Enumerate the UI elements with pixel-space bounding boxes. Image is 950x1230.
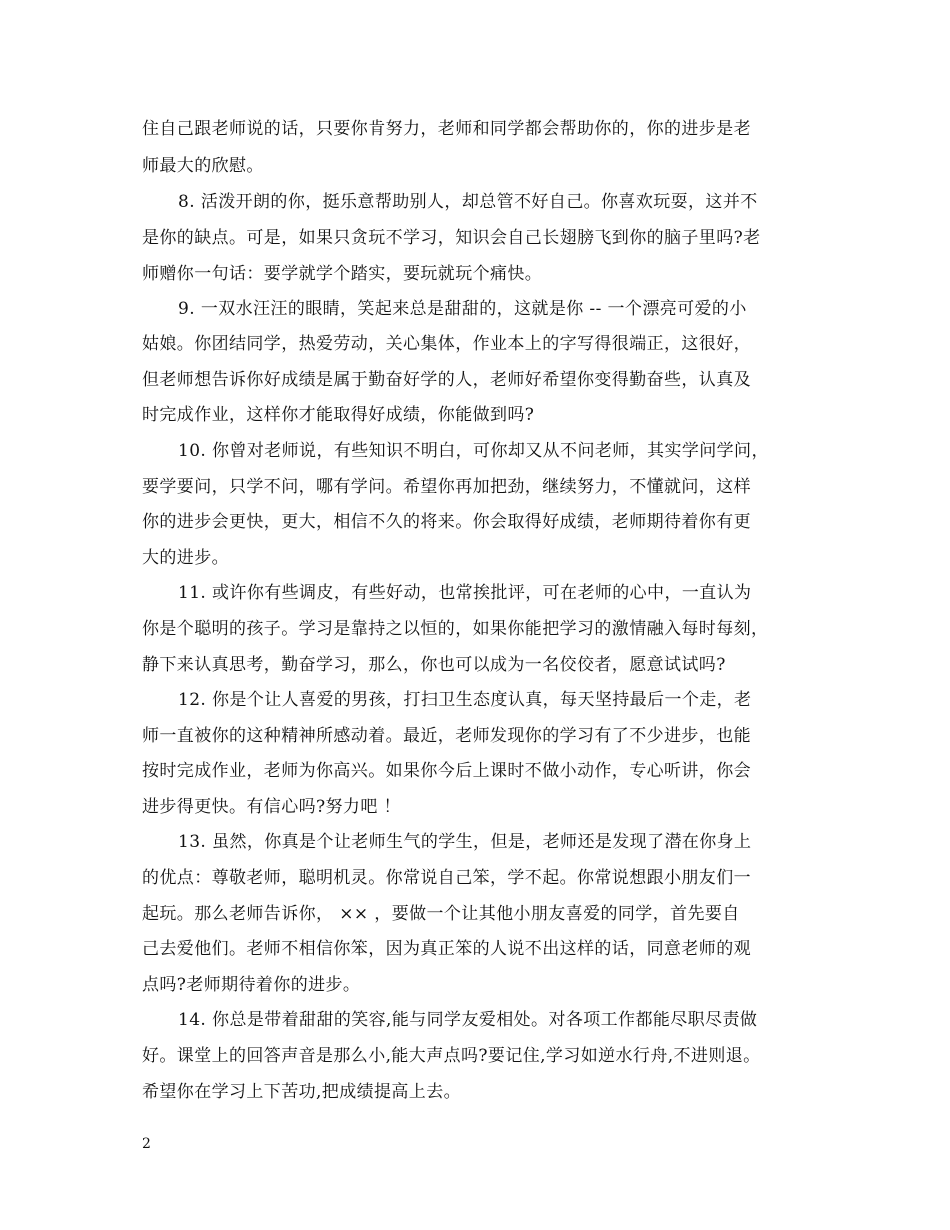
text-line: 点吗?老师期待着你的进步。 [142,975,361,995]
text-line: 14. 你总是带着甜甜的笑容,能与同学友爱相处。对各项工作都能尽职尽责做 [178,1010,758,1030]
text-line: 按时完成作业，老师为你高兴。如果你今后上课时不做小动作，专心听讲，你会 [142,761,751,781]
text-line: 的优点：尊敬老师，聪明机灵。你常说自己笨，学不起。你常说想跟小朋友们一 [142,868,751,888]
text-line: 好。课堂上的回答声音是那么小,能大声点吗?要记住,学习如逆水行舟,不进则退。 [142,1046,761,1066]
text-line: 8. 活泼开朗的你，挺乐意帮助别人，却总管不好自己。你喜欢玩耍，这并不 [178,192,758,212]
text-line: 起玩。那么老师告诉你， ×× ，要做一个让其他小朋友喜爱的同学，首先要自 [142,904,740,924]
text-line: 11. 或许你有些调皮，有些好动，也常挨批评，可在老师的心中，一直认为 [178,583,752,603]
text-line: 是你的缺点。可是，如果只贪玩不学习，知识会自己长翅膀飞到你的脑子里吗?老 [142,228,761,248]
text-line: 10. 你曾对老师说，有些知识不明白，可你却又从不问老师，其实学问学问， [178,441,769,461]
text-line: 要学要问，只学不问，哪有学问。希望你再加把劲，继续努力，不懂就问，这样 [142,477,751,497]
text-line: 但老师想告诉你好成绩是属于勤奋好学的人，老师好希望你变得勤奋些，认真及 [142,370,751,390]
text-line: 13. 虽然，你真是个让老师生气的学生，但是，老师还是发现了潜在你身上 [178,832,752,852]
text-line: 姑娘。你团结同学，热爱劳动，关心集体，作业本上的字写得很端正，这很好， [142,334,751,354]
text-line: 进步得更快。有信心吗?努力吧 ！ [142,797,401,817]
page-number: 2 [142,1136,151,1152]
text-line: 你的进步会更快，更大，相信不久的将来。你会取得好成绩，老师期待着你有更 [142,512,751,532]
text-line: 你是个聪明的孩子。学习是靠持之以恒的，如果你能把学习的激情融入每时每刻， [142,619,769,639]
text-line: 师赠你一句话：要学就学个踏实，要玩就玩个痛快。 [142,264,543,284]
text-line: 9. 一双水汪汪的眼睛，笑起来总是甜甜的，这就是你 -- 一个漂亮可爱的小 [178,299,747,319]
text-line: 12. 你是个让人喜爱的男孩，打扫卫生态度认真，每天坚持最后一个走，老 [178,690,752,710]
text-line: 大的进步。 [142,548,229,568]
text-line: 住自己跟老师说的话，只要你肯努力，老师和同学都会帮助你的，你的进步是老 [142,119,751,139]
text-line: 时完成作业，这样你才能取得好成绩，你能做到吗? [142,405,535,425]
text-line: 师一直被你的这种精神所感动着。最近，老师发现你的学习有了不少进步，也能 [142,726,751,746]
text-line: 师最大的欣慰。 [142,156,264,176]
text-line: 希望你在学习上下苦功,把成绩提高上去。 [142,1082,462,1102]
text-line: 己去爱他们。老师不相信你笨，因为真正笨的人说不出这样的话，同意老师的观 [142,939,751,959]
text-line: 静下来认真思考，勤奋学习，那么，你也可以成为一名佼佼者，愿意试试吗? [142,655,726,675]
